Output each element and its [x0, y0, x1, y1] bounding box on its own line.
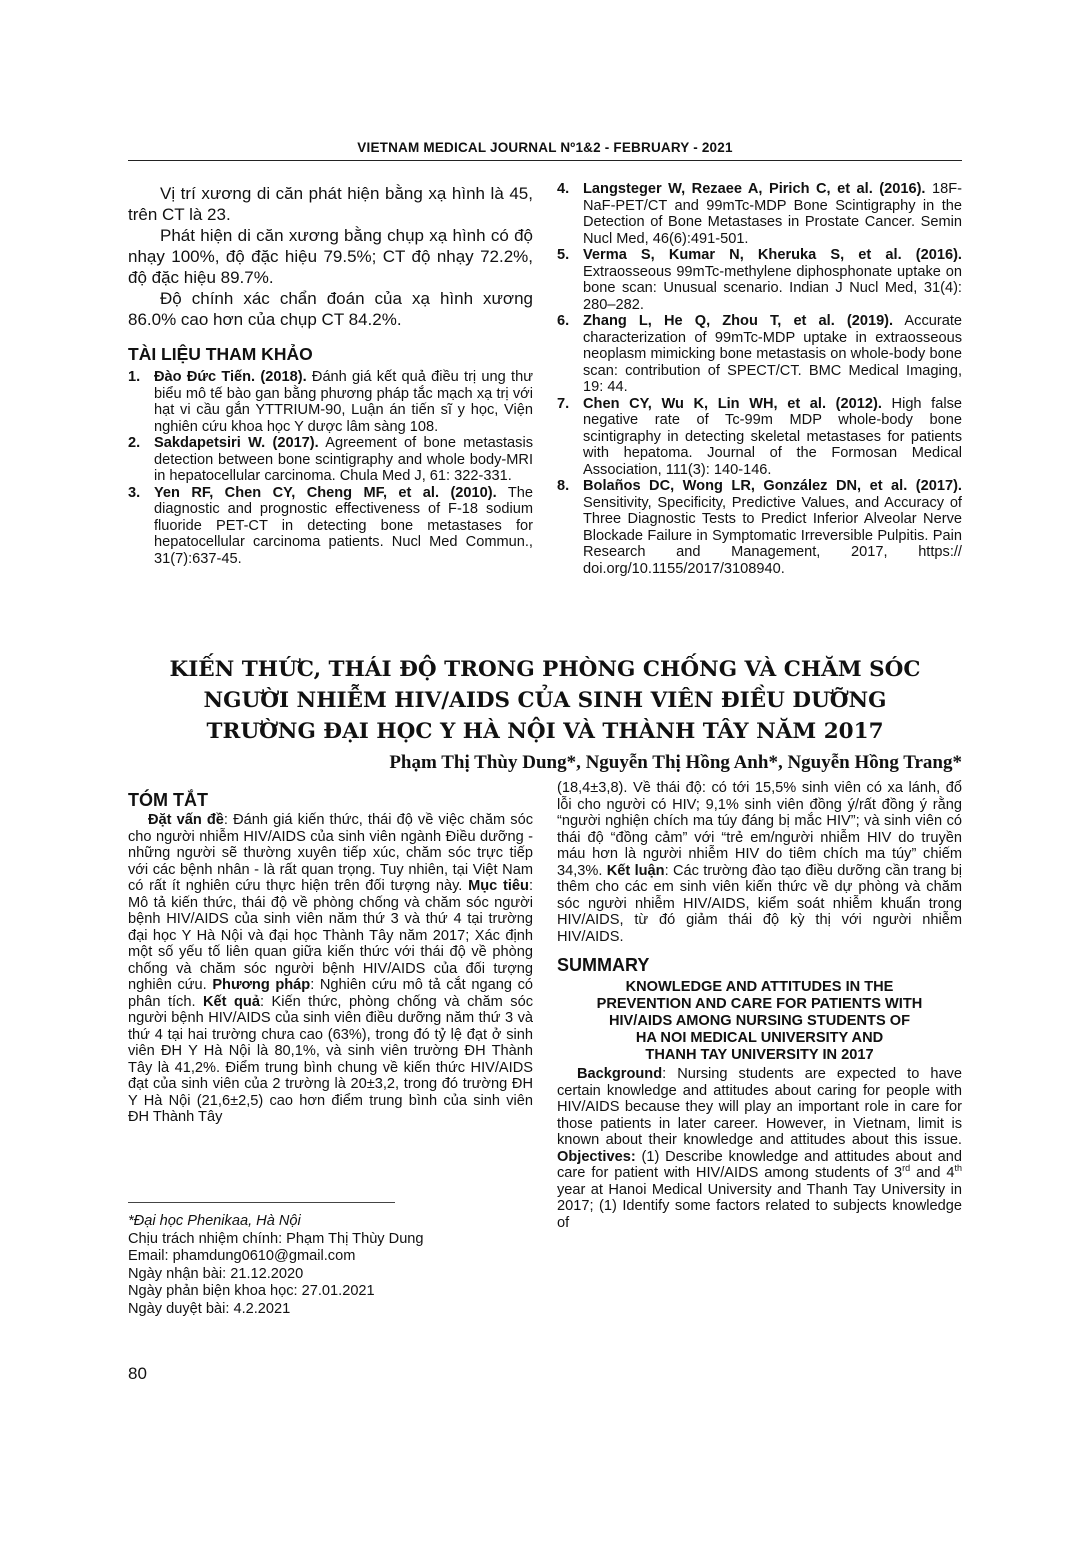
footnote: [128, 1213, 533, 1318]
summary-background: : Nursing students are expected to have certain knowledge and attitudes about caring for people with HIV/AIDS because they will play an important role in care for those patients in later career. However, in Vietnam, limit is known about their knowledge and attitudes about this issue.: [557, 1066, 962, 1148]
reference-number: 5.: [557, 247, 570, 263]
reference-authors: Langsteger W, Rezaee A, Pirich C, et al. (2016).: [583, 181, 926, 197]
superscript: rd: [902, 1163, 911, 1174]
reference-number: 7.: [557, 395, 570, 412]
reference-item: [128, 369, 533, 435]
reference-text: Sensitivity, Specificity, Predictive Values, and Accuracy of Three Diagnostic Tests to Predict Inferior Alveolar Nerve Blockade Failure in Symptomatic Irreversible Pulpitis. Pain Research and Management, 2017, https:// doi.org/10.1155/2017/3108940.: [583, 494, 962, 577]
reference-text: 18F-NaF-PET/CT and 99mTc-MDP Bone Scintigraphy in the Detection of Bone Metastases in Prostate Cancer. Semin Nucl Med, 46(6):491-501.: [583, 181, 962, 247]
summary-title-line: KNOWLEDGE AND ATTITUDES IN THE: [625, 979, 894, 995]
reference-text: Agreement of bone metastasis detection between bone scintigraphy and whole body-MRI in hepatocellular carcinoma. Chula Med J, 61: 322-331.: [154, 435, 534, 484]
reference-item: [128, 485, 533, 568]
abstract-heading: TÓM TẮT: [128, 790, 208, 810]
reference-item: [557, 396, 962, 479]
footnote-affiliation: *Đại học Phenikaa, Hà Nội: [128, 1213, 301, 1229]
reference-number: 4.: [557, 181, 570, 197]
reference-number: 3.: [128, 484, 141, 501]
footnote-line: Ngày duyệt bài: 4.2.2021: [128, 1300, 291, 1317]
reference-text: Extraosseous 99mTc-methylene diphosphonate uptake on bone scan: Unusual scenario. Indian J Nucl Med, 31(4): 280–282.: [583, 263, 962, 313]
label-objectives-en: Objectives:: [557, 1148, 636, 1165]
reference-text: The diagnostic and prognostic effectiveness of F-18 sodium fluoride PET-CT in detecting bone metastases for hepatocellular carcinoma patients. Nucl Med Commun., 31(7):637-45.: [154, 484, 534, 567]
label-conclusion: Kết luận: [606, 862, 665, 879]
reference-authors: Chen CY, Wu K, Lin WH, et al. (2012).: [583, 395, 882, 412]
conclusion-paragraph: Vị trí xương di căn phát hiện bằng xạ hình là 45, trên CT là 23.: [128, 184, 533, 224]
reference-authors: Zhang L, He Q, Zhou T, et al. (2019).: [583, 313, 894, 329]
abstract-method: : Nghiên cứu mô tả cắt ngang có phân tích.: [128, 977, 533, 1010]
article-title-line: NGƯỜI NHIỄM HIV/AIDS CỦA SINH VIÊN ĐIỀU DƯỠNG: [203, 688, 887, 713]
reference-authors: Yen RF, Chen CY, Cheng MF, et al. (2010).: [154, 484, 497, 501]
summary-objectives: (1) Describe knowledge and attitudes about and care for patient with HIV/AIDS among students of 3: [557, 1148, 962, 1181]
abstract-objective: : Mô tả kiến thức, thái độ về phòng chống và chăm sóc người bệnh HIV/AIDS của sinh viên năm thứ 3 và thứ 4 tại trường đại học Y Hà Nội và đại học Thành Tây năm 2017; Xác định một số yếu tố liên quan giữa kiến thức với thái độ về phòng chống và chăm sóc người bệnh HIV/AIDS của đối tượng nghiên cứu.: [128, 878, 533, 993]
reference-number: 6.: [557, 313, 570, 329]
abstract-vi: [128, 790, 533, 1126]
reference-authors: Verma S, Kumar N, Kheruka S, et al. (2016).: [583, 247, 962, 263]
footnote-line: Ngày nhận bài: 21.12.2020: [128, 1265, 304, 1282]
references-heading: TÀI LIỆU THAM KHẢO: [128, 344, 313, 364]
header-rule: [128, 160, 962, 161]
page-number: 80: [128, 1364, 147, 1383]
top-right-column: [557, 181, 962, 577]
reference-authors: Sakdapetsiri W. (2017).: [154, 435, 319, 451]
reference-text: Accurate characterization of 99mTc-MDP uptake in extraosseous neoplasm mimicking bone metastasis on whole-body bone scan: contribution of SPECT/CT. BMC Medical Imaging, 19: 44.: [583, 313, 963, 395]
summary-title: [557, 979, 962, 1064]
conclusion-paragraph: Độ chính xác chẩn đoán của xạ hình xương 86.0% cao hơn của chụp CT 84.2%.: [128, 289, 533, 329]
label-background: Đặt vấn đề: [148, 812, 224, 828]
label-method: Phương pháp: [212, 977, 311, 993]
abstract-continuation: [557, 780, 962, 1231]
summary-objectives: and 4: [910, 1165, 955, 1181]
label-results: Kết quả: [203, 993, 260, 1010]
reference-text: Đánh giá kết quả điều trị ung thư biểu mô tế bào gan bằng phương pháp tắc mạch xạ trị với hạt vi cầu gắn YTTRIUM-90, Luận án tiến sĩ y học, Viện nghiên cứu khoa học Y dược lâm sàng 108.: [154, 369, 533, 435]
journal-header: VIETNAM MEDICAL JOURNAL Nº1&2 - FEBRUARY - 2021: [357, 140, 733, 155]
abstract-results-cont: (18,4±3,8). Về thái độ: có tới 15,5% sinh viên có xa lánh, đổ lỗi cho người có HIV; 9,1% sinh viên đồng ý/rất đồng ý rằng “người nghiện chích ma túy đáng bị mắc HIV”; và sinh viên có thái độ “đồng cảm” với “trẻ em/người nhiễm HIV do truyền máu hơn là người nhiễm HIV do tiêm chích ma túy” chiếm 34,3%.: [557, 780, 962, 879]
reference-item: [557, 247, 962, 313]
summary-body: [557, 1066, 962, 1231]
conclusion-paragraphs: [128, 183, 533, 330]
top-left-column: [128, 183, 533, 567]
reference-authors: Bolaños DC, Wong LR, González DN, et al. (2017).: [583, 478, 962, 494]
abstract-body-cont: [557, 780, 962, 945]
footnote-line: Chịu trách nhiệm chính: Phạm Thị Thùy Dung: [128, 1230, 424, 1247]
reference-item: [557, 478, 962, 577]
reference-text: High false negative rate of Tc-99m MDP whole-body bone scintigraphy in detecting skeletal metastases for patients with hepatoma. Journal of the Formosan Medical Association, 111(3): 140-146.: [583, 395, 962, 478]
reference-number: 8.: [557, 478, 570, 494]
summary-title-line: HIV/AIDS AMONG NURSING STUDENTS OF: [608, 1013, 911, 1029]
summary-title-line: THANH TAY UNIVERSITY IN 2017: [645, 1047, 874, 1063]
superscript: th: [954, 1163, 962, 1174]
footnote-line: Email: phamdung0610@gmail.com: [128, 1248, 356, 1264]
conclusion-paragraph: Phát hiện di căn xương bằng chụp xạ hình có độ nhạy 100%, độ đặc hiệu 79.5%; CT độ nhạy 72.2%, độ đặc hiệu 89.7%.: [128, 226, 533, 287]
article-title-line: KIẾN THỨC, THÁI ĐỘ TRONG PHÒNG CHỐNG VÀ CHĂM SÓC: [169, 657, 921, 682]
reference-authors: Đào Đức Tiến. (2018).: [154, 369, 307, 385]
article-authors: Phạm Thị Thùy Dung*, Nguyễn Thị Hồng Anh*, Nguyễn Hồng Trang*: [389, 752, 962, 773]
label-background-en: Background: [577, 1066, 663, 1082]
reference-item: [557, 313, 962, 396]
abstract-background: : Đánh giá kiến thức, thái độ về việc chăm sóc cho người nhiễm HIV/AIDS của sinh viên ngành Điều dưỡng - những người sẽ thường xuyên tiếp xúc, chăm sóc trực tiếp với các bệnh nhân - là rất quan trọng. Tuy nhiên, tại Việt Nam có rất ít nghiên cứu thực hiện trên đối tượng này.: [128, 812, 533, 894]
summary-heading: SUMMARY: [557, 955, 650, 975]
label-objective: Mục tiêu: [468, 878, 529, 894]
reference-number: 2.: [128, 435, 141, 451]
abstract-conclusion: : Các trường đào tạo điều dưỡng cần trang bị thêm cho các em sinh viên kiến thức về dự phòng và chăm sóc người nhiễm HIV/AIDS, kiểm soát nhiễm khuẩn trong HIV/AIDS, từ đó giảm thái độ kỳ thị với người nhiễm HIV/AIDS.: [557, 862, 962, 945]
abstract-body: [128, 812, 533, 1126]
reference-item: [128, 435, 533, 485]
reference-number: 1.: [128, 369, 141, 385]
footnote-rule: [128, 1202, 395, 1203]
footnote-line: Ngày phản biện khoa học: 27.01.2021: [128, 1283, 375, 1299]
summary-title-line: PREVENTION AND CARE FOR PATIENTS WITH: [596, 996, 923, 1012]
reference-item: [557, 181, 962, 247]
article-title: [128, 654, 962, 747]
reference-list: [128, 369, 533, 567]
abstract-results: : Kiến thức, phòng chống và chăm sóc người bệnh HIV/AIDS của sinh viên điều dưỡng năm thứ 3 và thứ 4 tại hai trường chưa cao (63%), trong đó tỷ lệ đạt ở sinh viên ĐH Y Hà Nội là 80,1%, và sinh viên trường ĐH Thành Tây là 41,2%. Điểm trung bình chung về kiến thức HIV/AIDS đạt của sinh viên của 2 trường là 20±3,2, trong đó trường ĐH Y Hà Nội (21,6±2,5) cao hơn điểm trung bình của sinh viên ĐH Thành Tây: [128, 993, 534, 1125]
article-title-line: TRƯỜNG ĐẠI HỌC Y HÀ NỘI VÀ THÀNH TÂY NĂM 2017: [206, 719, 884, 744]
summary-title-line: HA NOI MEDICAL UNIVERSITY AND: [635, 1030, 884, 1046]
summary-objectives: year at Hanoi Medical University and Thanh Tay University in 2017; (1) Identify some factors related to subjects knowledge of: [557, 1181, 962, 1231]
